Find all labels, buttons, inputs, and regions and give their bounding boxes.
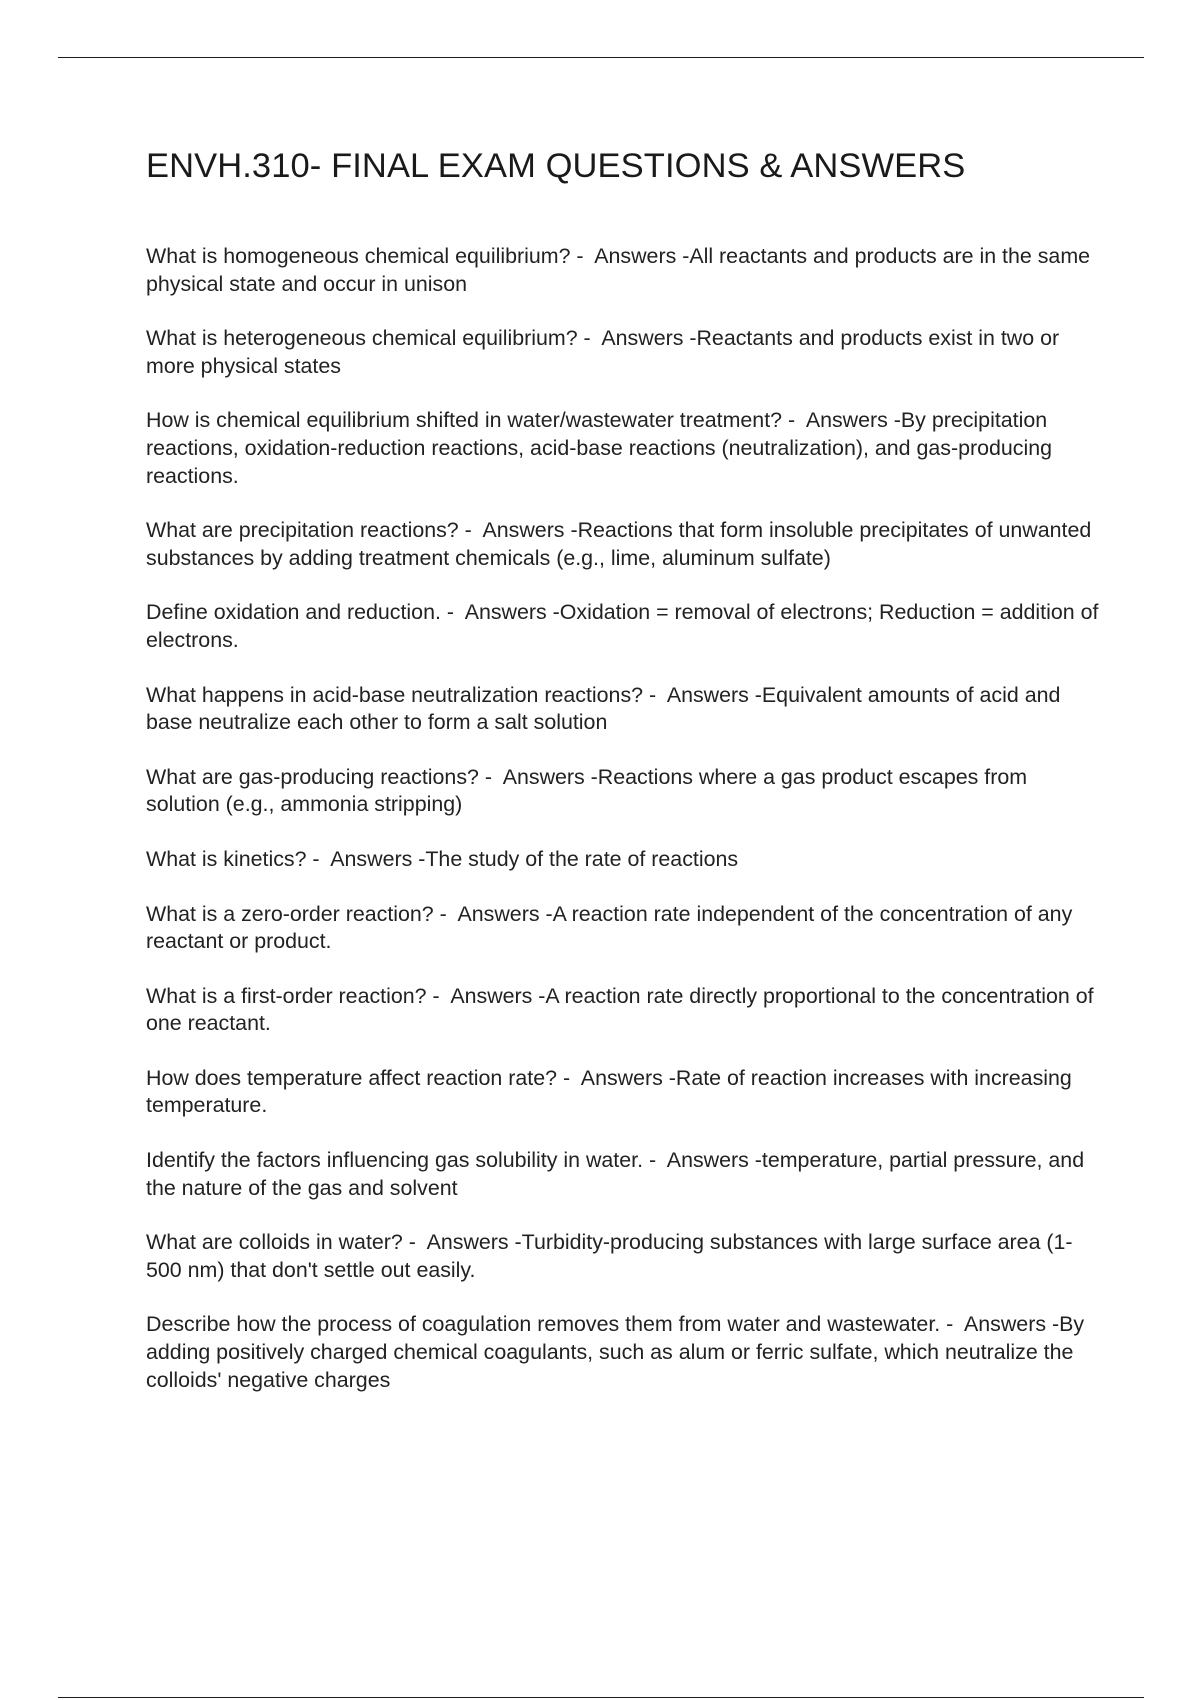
question-text: What happens in acid-base neutralization reactions? [146,682,644,707]
answer-text: Answers -Equivalent amounts of acid and base neutralize each other to form a salt solution [146,682,1067,735]
qa-item [146,517,1106,572]
qa-item [146,682,1106,737]
answer-text: Answers -A reaction rate directly proportional to the concentration of one reactant. [146,983,1100,1036]
answer-text: Answers -Reactants and products exist in two or more physical states [146,326,1066,378]
qa-separator: - [557,1065,581,1090]
question-text: What is heterogeneous chemical equilibrium? [146,326,578,351]
qa-item [146,1147,1106,1202]
question-text: What are colloids in water? [146,1230,403,1255]
qa-separator: - [643,682,667,707]
question-text: Identify the factors influencing gas solubility in water. [146,1148,644,1173]
question-text: How does temperature affect reaction rate? [146,1065,558,1090]
answer-text: Answers -Reactions where a gas product escapes from solution (e.g., ammonia stripping) [146,764,1033,817]
question-text: What is homogeneous chemical equilibrium? [146,244,571,268]
qa-separator: - [570,244,595,268]
qa-separator: - [940,1312,964,1337]
qa-item [146,901,1106,956]
qa-separator: - [478,764,503,789]
qa-separator: - [306,846,331,871]
qa-item [146,764,1106,819]
qa-list [146,243,1106,1421]
qa-item [146,599,1106,654]
question-text: What is a first-order reaction? [146,983,427,1008]
question-text: Define oxidation and reduction. [146,600,441,625]
question-text: What are precipitation reactions? [146,518,459,543]
answer-text: Answers -By adding positively charged chemical coagulants, such as alum or ferric sulfate, which neutralize the colloids' negative charges [146,1312,1091,1392]
qa-item [146,846,1106,874]
qa-separator: - [440,600,465,625]
qa-separator: - [458,518,483,543]
answer-text: Answers -A reaction rate independent of the concentration of any reactant or product. [146,901,1079,954]
qa-item [146,1311,1106,1394]
qa-separator: - [426,983,451,1008]
qa-item [146,1229,1106,1284]
qa-item [146,1065,1106,1120]
question-text: What is kinetics? [146,846,307,871]
answer-text: Answers -temperature, partial pressure, and the nature of the gas and solvent [146,1148,1091,1200]
qa-separator: - [433,901,458,926]
question-text: How is chemical equilibrium shifted in water/wastewater treatment? [146,408,783,433]
question-text: Describe how the process of coagulation removes them from water and wastewater. [146,1312,941,1337]
answer-text: Answers -Oxidation = removal of electrons; Reduction = addition of electrons. [146,600,1105,652]
qa-separator: - [643,1148,667,1173]
qa-separator: - [782,408,806,433]
answer-text: Answers -By precipitation reactions, oxidation-reduction reactions, acid-base reactions (neutralization), and gas-producing reactions. [146,408,1058,488]
top-rule [58,57,1144,58]
question-text: What are gas-producing reactions? [146,764,479,789]
qa-separator: - [577,326,602,351]
qa-item [146,407,1106,490]
bottom-rule [58,1697,1144,1698]
answer-text: Answers -Reactions that form insoluble precipitates of unwanted substances by adding treatment chemicals (e.g., lime, aluminum sulfate) [146,518,1098,570]
qa-item [146,243,1106,298]
document-title: ENVH.310- FINAL EXAM QUESTIONS & ANSWERS [146,147,966,185]
answer-text: Answers -Rate of reaction increases with increasing temperature. [146,1065,1078,1118]
qa-item [146,325,1106,380]
question-text: What is a zero-order reaction? [146,901,434,926]
answer-text: Answers -All reactants and products are in the same physical state and occur in unison [146,244,1096,296]
answer-text: Answers -The study of the rate of reactions [330,846,739,871]
qa-item [146,983,1106,1038]
answer-text: Answers -Turbidity-producing substances with large surface area (1-500 nm) that don't settle out easily. [146,1230,1073,1282]
qa-separator: - [402,1230,427,1255]
